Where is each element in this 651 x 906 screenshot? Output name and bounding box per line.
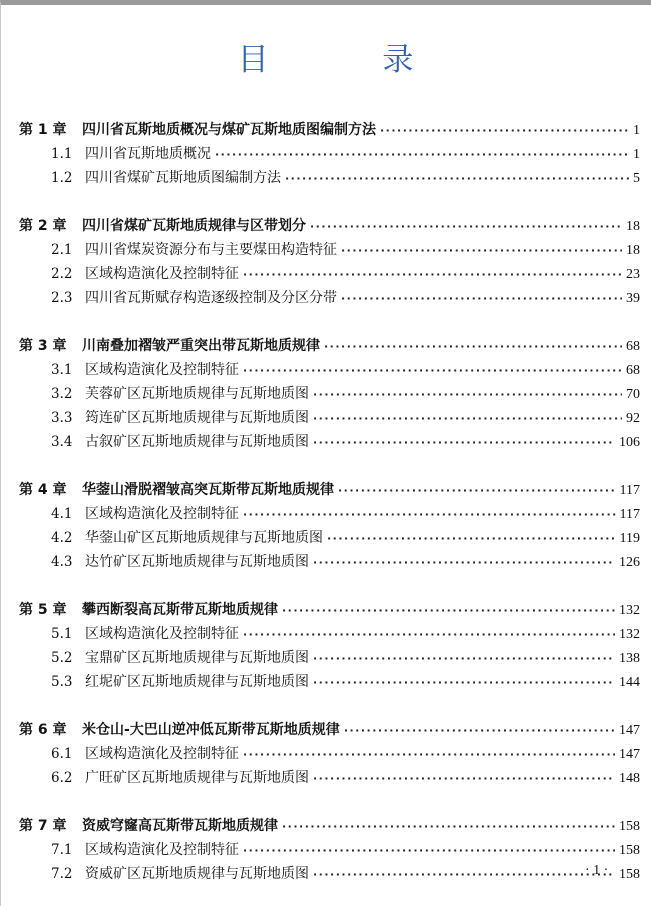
page-ref: 132 (619, 627, 640, 642)
chapter-number: 第 3 章 (19, 338, 67, 354)
chapter-entry[interactable] (19, 334, 640, 358)
page-ref: 158 (619, 843, 640, 858)
page-ref: 158 (619, 867, 640, 882)
section-title: 区域构造演化及控制特征 (85, 842, 239, 858)
page-ref: 1 (633, 147, 640, 162)
dot-leader (313, 671, 615, 695)
section-title: 区域构造演化及控制特征 (85, 506, 239, 522)
section-number: 4.2 (51, 530, 73, 546)
dot-leader (310, 215, 622, 239)
section-title: 四川省瓦斯赋存构造逐级控制及分区分带 (85, 290, 337, 306)
section-entry[interactable] (19, 670, 640, 694)
chapter-entry[interactable] (19, 598, 640, 622)
chapter-title: 四川省煤矿瓦斯地质规律与区带划分 (82, 218, 306, 234)
page-ref: 106 (619, 435, 640, 450)
page-ref: 144 (619, 675, 640, 690)
chapter-gap (19, 190, 640, 214)
chapter-number: 第 1 章 (19, 122, 67, 138)
page-ref: 148 (619, 771, 640, 786)
section-entry[interactable] (19, 550, 640, 574)
page-ref: 18 (626, 243, 640, 258)
chapter-entry[interactable] (19, 214, 640, 238)
section-number: 7.1 (51, 842, 73, 858)
table-of-contents (19, 118, 640, 886)
section-number: 5.3 (51, 674, 73, 690)
dot-leader (243, 623, 615, 647)
chapter-gap (19, 694, 640, 718)
chapter-entry[interactable] (19, 718, 640, 742)
section-number: 3.2 (51, 386, 73, 402)
chapter-entry[interactable] (19, 118, 640, 142)
dot-leader (327, 527, 616, 551)
section-title: 区域构造演化及控制特征 (85, 746, 239, 762)
section-entry[interactable] (19, 286, 640, 310)
dot-leader (338, 479, 616, 503)
page-ref: 1 (633, 123, 640, 138)
dot-leader (380, 119, 629, 143)
section-number: 6.2 (51, 770, 73, 786)
dot-leader (313, 863, 615, 887)
section-title: 宝鼎矿区瓦斯地质规律与瓦斯地质图 (85, 650, 309, 666)
page-ref: 5 (633, 171, 640, 186)
page-ref: 39 (626, 291, 640, 306)
dot-leader (313, 767, 615, 791)
section-title: 红坭矿区瓦斯地质规律与瓦斯地质图 (85, 674, 309, 690)
page-ref: 23 (626, 267, 640, 282)
page-ref: 132 (619, 603, 640, 618)
dot-leader (313, 383, 622, 407)
section-title: 资威矿区瓦斯地质规律与瓦斯地质图 (85, 866, 309, 882)
chapter-number: 第 4 章 (19, 482, 67, 498)
section-entry[interactable] (19, 262, 640, 286)
section-title: 区域构造演化及控制特征 (85, 266, 239, 282)
page-ref: 147 (619, 723, 640, 738)
chapter-title: 四川省瓦斯地质概况与煤矿瓦斯地质图编制方法 (82, 122, 376, 138)
section-title: 广旺矿区瓦斯地质规律与瓦斯地质图 (85, 770, 309, 786)
dot-leader (243, 263, 622, 287)
section-title: 古叙矿区瓦斯地质规律与瓦斯地质图 (85, 434, 309, 450)
section-number: 3.4 (51, 434, 73, 450)
dot-leader (313, 431, 615, 455)
page-ref: 158 (619, 819, 640, 834)
dot-leader (243, 359, 622, 383)
page-ref: 68 (626, 363, 640, 378)
section-entry[interactable] (19, 502, 640, 526)
dot-leader (243, 503, 616, 527)
section-entry[interactable] (19, 358, 640, 382)
page-ref: 18 (626, 219, 640, 234)
chapter-number: 第 7 章 (19, 818, 67, 834)
chapter-entry[interactable] (19, 478, 640, 502)
chapter-title: 攀西断裂高瓦斯带瓦斯地质规律 (82, 602, 278, 618)
page-ref: 147 (619, 747, 640, 762)
section-entry[interactable] (19, 526, 640, 550)
section-number: 6.1 (51, 746, 73, 762)
section-title: 达竹矿区瓦斯地质规律与瓦斯地质图 (85, 554, 309, 570)
section-entry[interactable] (19, 838, 640, 862)
chapter-title: 米仓山-大巴山逆冲低瓦斯带瓦斯地质规律 (82, 722, 340, 738)
section-number: 1.2 (51, 170, 73, 186)
section-number: 4.1 (51, 506, 73, 522)
dot-leader (282, 599, 615, 623)
dot-leader (243, 743, 615, 767)
section-entry[interactable] (19, 142, 640, 166)
page-ref: 138 (619, 651, 640, 666)
section-number: 3.3 (51, 410, 73, 426)
dot-leader (341, 239, 622, 263)
section-title: 四川省煤炭资源分布与主要煤田构造特征 (85, 242, 337, 258)
section-entry[interactable] (19, 766, 640, 790)
page-ref: 92 (626, 411, 640, 426)
dot-leader (324, 335, 622, 359)
chapter-number: 第 6 章 (19, 722, 67, 738)
chapter-gap (19, 454, 640, 478)
toc-title: 目 录 (237, 42, 466, 78)
chapter-gap (19, 790, 640, 814)
chapter-title: 华蓥山滑脱褶皱高突瓦斯带瓦斯地质规律 (82, 482, 334, 498)
page-ref: 117 (619, 483, 640, 498)
section-entry[interactable] (19, 742, 640, 766)
section-number: 5.1 (51, 626, 73, 642)
section-number: 5.2 (51, 650, 73, 666)
chapter-title: 资威穹窿高瓦斯带瓦斯地质规律 (82, 818, 278, 834)
section-title: 四川省煤矿瓦斯地质图编制方法 (85, 170, 281, 186)
page-ref: 70 (626, 387, 640, 402)
section-number: 1.1 (51, 146, 73, 162)
section-number: 2.1 (51, 242, 73, 258)
section-entry[interactable] (19, 622, 640, 646)
section-number: 3.1 (51, 362, 73, 378)
section-entry[interactable] (19, 406, 640, 430)
section-number: 2.2 (51, 266, 73, 282)
section-entry[interactable] (19, 166, 640, 190)
chapter-title: 川南叠加褶皱严重突出带瓦斯地质规律 (82, 338, 320, 354)
section-entry[interactable] (19, 238, 640, 262)
page-number: · 1 · (585, 863, 609, 878)
section-title: 区域构造演化及控制特征 (85, 362, 239, 378)
dot-leader (285, 167, 629, 191)
section-number: 7.2 (51, 866, 73, 882)
page-ref: 119 (619, 531, 640, 546)
section-number: 4.3 (51, 554, 73, 570)
dot-leader (313, 647, 615, 671)
section-entry[interactable] (19, 430, 640, 454)
dot-leader (282, 815, 615, 839)
dot-leader (344, 719, 615, 743)
page-ref: 68 (626, 339, 640, 354)
dot-leader (313, 551, 615, 575)
chapter-gap (19, 574, 640, 598)
section-title: 四川省瓦斯地质概况 (85, 146, 211, 162)
chapter-gap (19, 310, 640, 334)
section-entry[interactable] (19, 862, 640, 886)
section-title: 区域构造演化及控制特征 (85, 626, 239, 642)
section-number: 2.3 (51, 290, 73, 306)
chapter-number: 第 2 章 (19, 218, 67, 234)
chapter-number: 第 5 章 (19, 602, 67, 618)
section-title: 华蓥山矿区瓦斯地质规律与瓦斯地质图 (85, 530, 323, 546)
section-title: 芙蓉矿区瓦斯地质规律与瓦斯地质图 (85, 386, 309, 402)
page-ref: 117 (619, 507, 640, 522)
dot-leader (313, 407, 622, 431)
page-ref: 126 (619, 555, 640, 570)
chapter-entry[interactable] (19, 814, 640, 838)
section-title: 筠连矿区瓦斯地质规律与瓦斯地质图 (85, 410, 309, 426)
section-entry[interactable] (19, 646, 640, 670)
section-entry[interactable] (19, 382, 640, 406)
dot-leader (243, 839, 615, 863)
dot-leader (341, 287, 622, 311)
dot-leader (215, 143, 629, 167)
